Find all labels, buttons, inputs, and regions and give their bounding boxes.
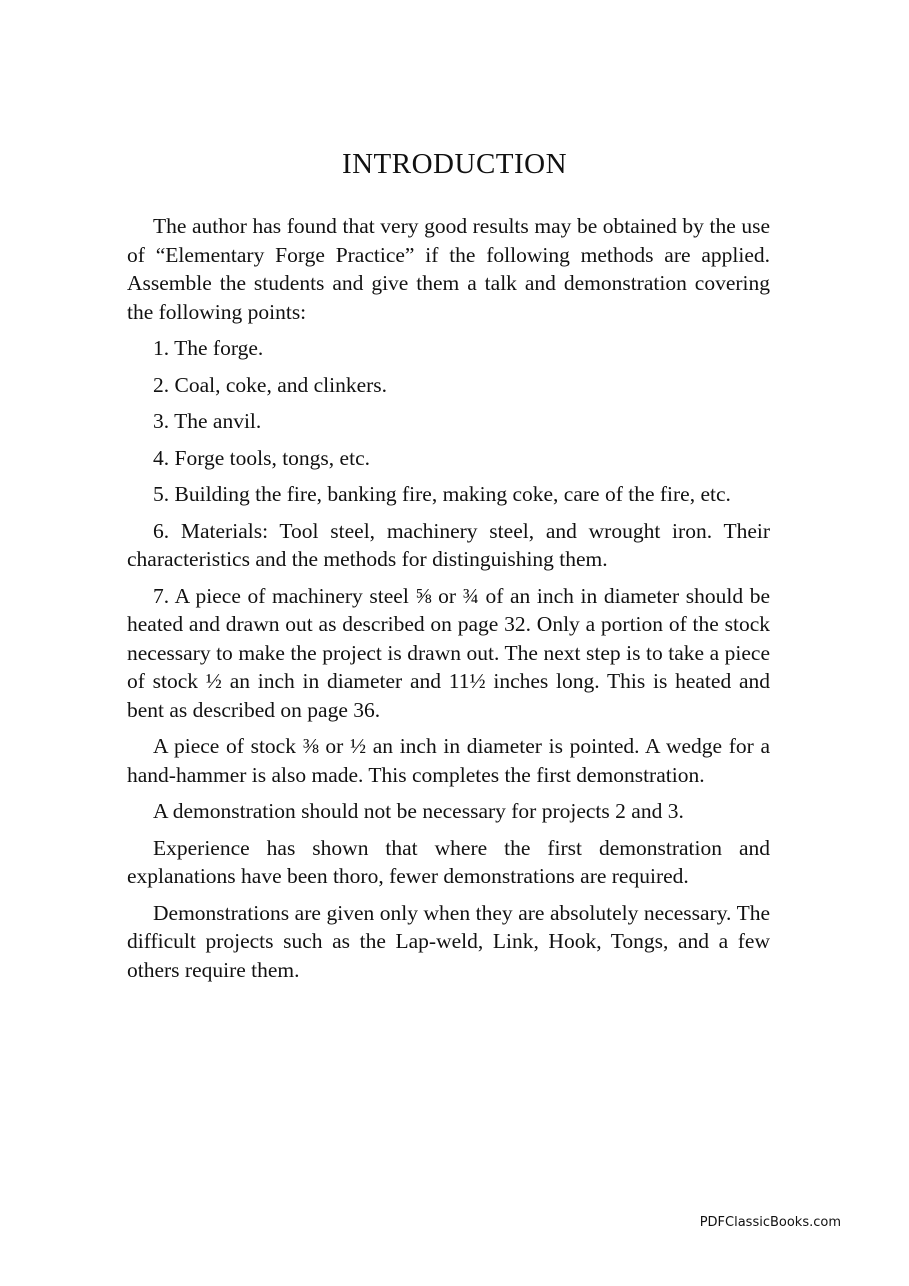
paragraph: A piece of stock ⅜ or ½ an inch in diameter is pointed. A wedge for a hand-hammer is also made. This completes the first demonstration. [127, 734, 770, 787]
paragraph: Demonstrations are given only when they are absolutely necessary. The difficult projects such as the Lap-weld, Link, Hook, Tongs, and a few others require them. [127, 900, 770, 982]
list-item: 1. The forge. [153, 336, 264, 360]
body-text [127, 212, 770, 992]
list-item: 4. Forge tools, tongs, etc. [153, 445, 370, 470]
list-item: 6. Materials: Tool steel, machinery steel, and wrought iron. Their characteristics and the methods for distinguishing them. [127, 518, 770, 571]
list-item: 7. A piece of machinery steel ⅝ or ¾ of an inch in diameter should be heated and drawn out as described on page 32. Only a portion of the stock necessary to make the project is drawn out. The next step is to take a piece of stock ½ an inch in diameter and 11½ inches long. This is heated and bent as described on page 36. [127, 583, 770, 722]
paragraph: Experience has shown that where the first demonstration and explanations have been thoro, fewer demonstrations are required. [127, 835, 770, 888]
list-item: 3. The anvil. [153, 409, 262, 433]
paragraph: A demonstration should not be necessary for projects 2 and 3. [153, 799, 684, 823]
list-item: 5. Building the fire, banking fire, making coke, care of the fire, etc. [153, 482, 731, 506]
footer-source: PDFClassicBooks.com [699, 1215, 841, 1230]
list-item: 2. Coal, coke, and clinkers. [153, 372, 388, 397]
page-title: INTRODUCTION [341, 148, 568, 180]
intro-paragraph: The author has found that very good results may be obtained by the use of “Elementary Forge Practice” if the following methods are applied. Assemble the students and give them a talk and demonstration covering the following points: [127, 214, 770, 324]
